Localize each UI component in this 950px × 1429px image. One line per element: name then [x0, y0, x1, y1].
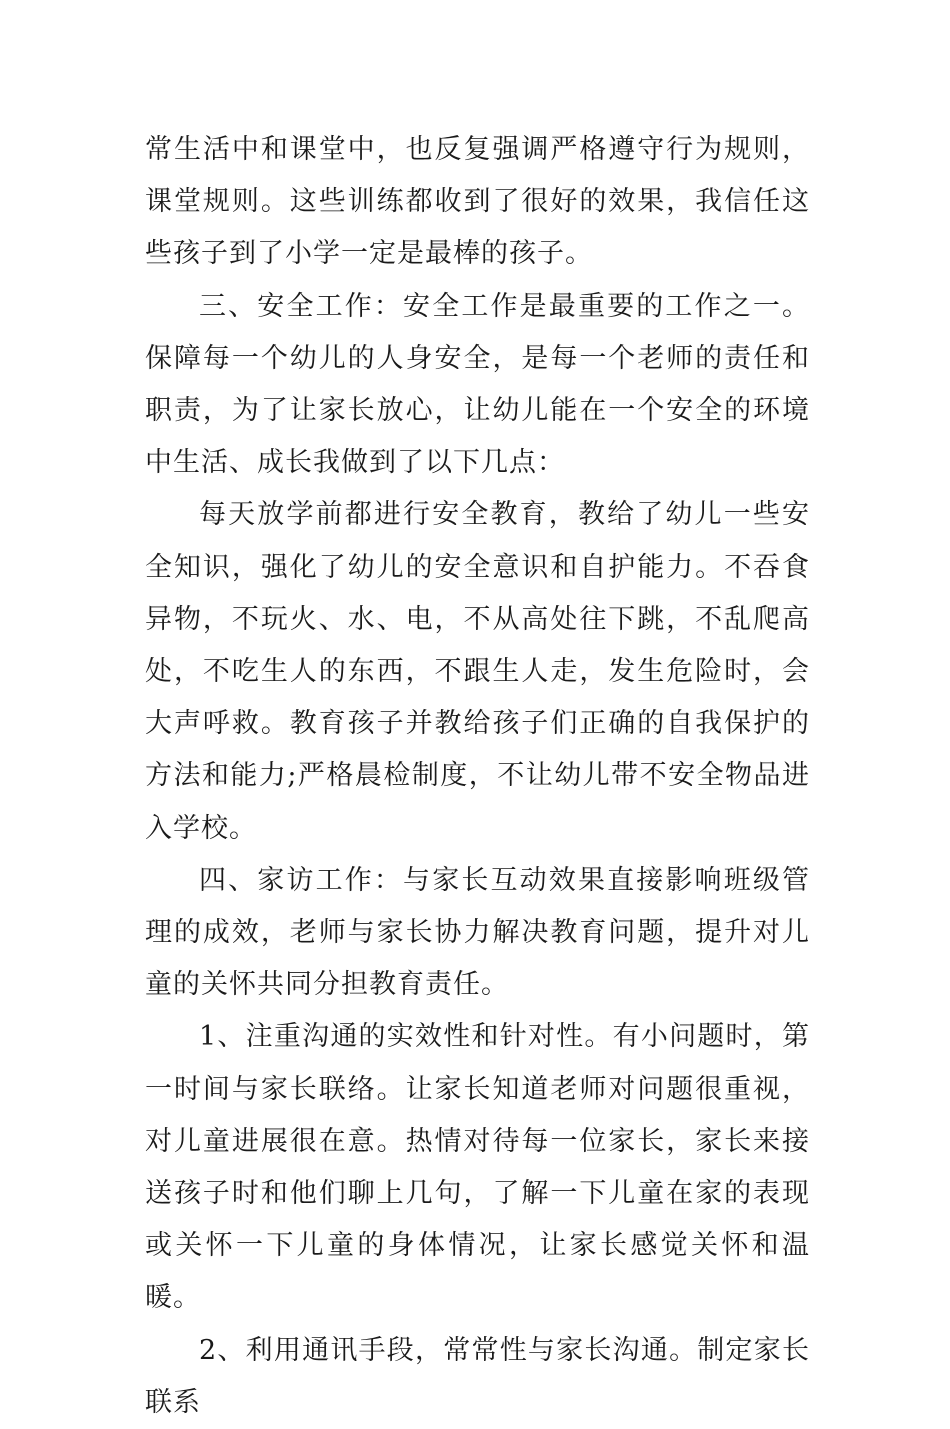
paragraph-continuation: 常生活中和课堂中，也反复强调严格遵守行为规则，课堂规则。这些训练都收到了很好的效果，我信任这些孩子到了小学一定是最棒的孩子。 — [145, 134, 810, 270]
paragraph-safety-education: 每天放学前都进行安全教育，教给了幼儿一些安全知识，强化了幼儿的安全意识和自护能力。不吞食异物，不玩火、水、电，不从高处往下跳，不乱爬高处，不吃生人的东西，不跟生人走，发生危险时，会大声呼救。教育孩子并教给孩子们正确的自我保护的方法和能力;严格晨检制度，不让幼儿带不安全物品进入学校。 — [145, 499, 810, 844]
paragraph-safety-work: 三、安全工作：安全工作是最重要的工作之一。保障每一个幼儿的人身安全，是每一个老师的责任和职责，为了让家长放心，让幼儿能在一个安全的环境中生活、成长我做到了以下几点： — [145, 290, 810, 479]
paragraph-communication: 1、注重沟通的实效性和针对性。有小问题时，第一时间与家长联络。让家长知道老师对问题很重视，对儿童进展很在意。热情对待每一位家长，家长来接送孩子时和他们聊上几句，了解一下儿童在家的表现或关怀一下儿童的身体情况，让家长感觉关怀和温暖。 — [145, 1021, 810, 1314]
document-body — [145, 124, 810, 1429]
paragraph-home-visit: 四、家访工作：与家长互动效果直接影响班级管理的成效，老师与家长协力解决教育问题，提升对儿童的关怀共同分担教育责任。 — [145, 864, 810, 1001]
paragraph-contact-means: 2、利用通讯手段，常常性与家长沟通。制定家长联系 — [145, 1334, 810, 1418]
